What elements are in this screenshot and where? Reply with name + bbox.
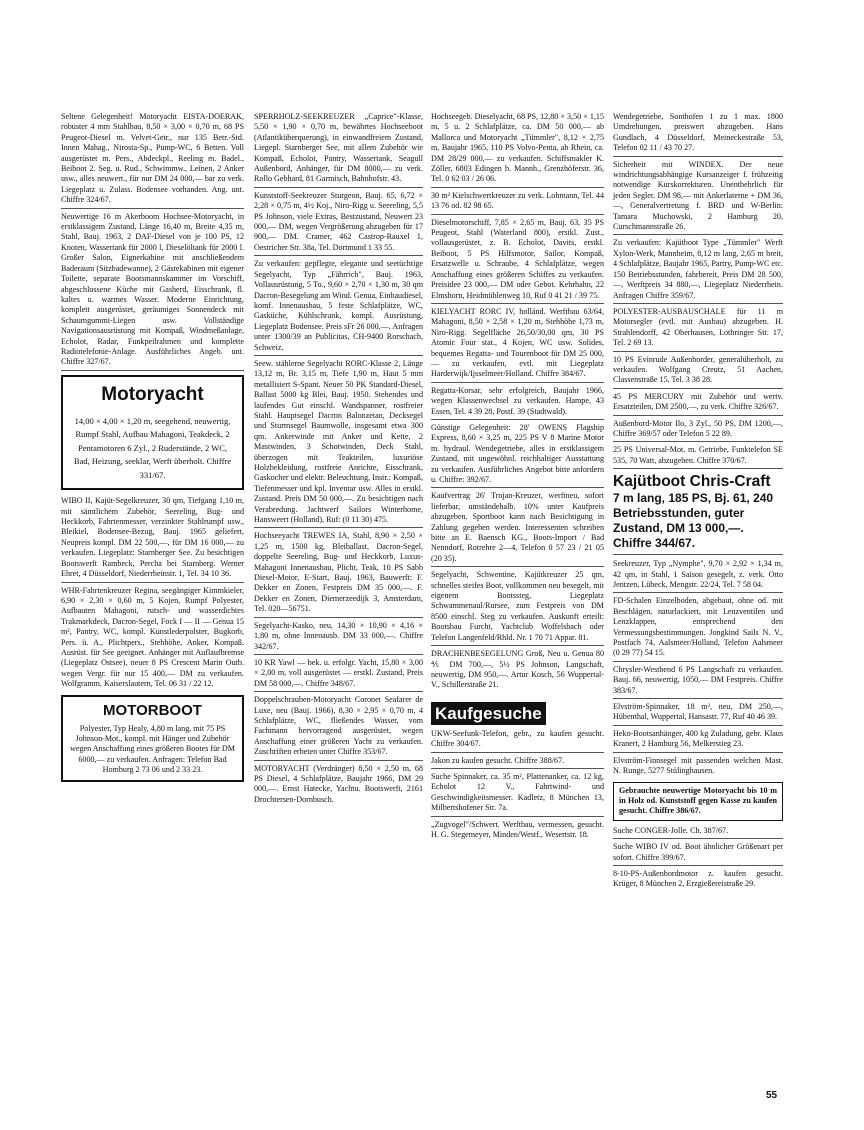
classified-ad: Günstige Gelegenheit: 28' OWENS Flagship Express, 8,60 × 3,25 m, 225 PS V 8 Marine Motor m. hydraul. Wendegetriebe, alles in erstklassigem Zustand, mit ungewöhnl. reichhaltiger Ausstattung zu verkaufen. Ausführliches Angebot bitte anfordern u. Chiffre: 392/67. [431,423,604,488]
page-number: 55 [766,1090,778,1101]
section-heading-kaufgesuche: Kaufgesuche [431,702,546,725]
boxed-ad-heading: MOTORBOOT [103,701,202,719]
classified-ad: WHR-Fahrtenkreuzer Regina, seegängiger Kimmkieler, 6,90 × 2,30 × 0,60 m, 5 Kojen, Rumpf Polyester, Aufbauten Mahagoni, rutsch- und wasserdichtes Trakmarkdeck, Dacron-Segel, Fock I — II — Genua 15 m², Pantry, WC, kompl. Kunstlederpolster, Bugkorb, Pers. ü. A., Plichtpers., Stehhöhe, Anker, Kompaß. Ausrüst. für See geeignet. Anhänger mit Auflaufbremse (Liegeplatz Ostsee), neuer 8 PS Crescent Marin Outb. wegen Vergr. für nur 15 400,— DM zu verkaufen. Wolfgramm, Kaiserslautern, Tel. 06 31 / 22 12. [61,585,244,689]
classified-ad: MOTORYACHT (Verdränger) 8,50 × 2,50 m, 68 PS Diesel, 4 Schlafplätze, Baujahr 1966, DM 29 000,—. Ernst Hatecke, Yachtu. Bootswerft, 2161 Drochtersen-Dornbusch. [254,763,423,804]
classified-ad: Suche CONGER-Jolle. Ch. 387/67. [613,826,783,839]
featured-ad-text: 7 m lang, 185 PS, Bj. 61, 240 Betriebsstunden, guter Zustand, DM 13 000,—. Chiffre 344/67. [613,491,774,551]
classified-ad: Zu verkaufen: Kajütboot Type „Tümmler" Werft Xylon-Werk, Mannheim, 8,12 m lang, 2,65 m breit, 4 Schlafplätze, Baujahr 1965, Partry, Pump-WC etc. 150 Betriebsstunden, fahrbereit, Preis DM 28 500,—, Werftpreis 34 880,—, Liegeplatz Niederrhein. Anfragen Chiffre 359/67. [613,238,783,303]
classified-ad: Kaufvertrag 26' Trojan-Kreuzer, werftneu, sofort lieferbar, umständehalb. 10% unter Kaufpreis abzugeben. Sportboot kann nach Besichtigung in Zahlung gegeben werden. Interessenten schreiben bitte an E. Baensch KG., Boots-Import / Bad Nenndorf, Rotrehre 2—4, Telefon 0 57 23 / 21 05 (20 35). [431,491,604,567]
column-4 [613,112,783,895]
classified-ad: POLYESTER-AUSBAUSCHALE für 11 m Motorsegler (evtl. mit Ausbau) abzugeben. H. Strahlendorff, 42 Oberhausen, Lothringer Str. 17, Tel. 2 69 13. [613,307,783,352]
classified-ad: Seltene Gelegenheit! Motoryacht EISTA-DOERAK, robuster 4 mm Stahlbau, 8,50 × 3,00 × 0,70 m, 68 PS Peugeot-Diesel m. Velvet-Getr., nur 135 Betr.-Std. Innen Mahag., Nirosta-Sp., Pump-WC, 6 Betten. Voll ausgerüstet m. Pers., Abdeckpl., Reeling m. Badel., Beiboot 2. Seg. u. Rud., Schwimmw., Leinen, 2 Anker usw., alles neuwert., für nur DM 24 000,— bar zu verk. Liegeplatz u. Zulass. Bodensee vorhanden. Ang. unt. Chiffre 324/67. [61,112,244,209]
boxed-ad-text: 14,00 × 4,00 × 1,20 m, seegehend, neuwertig, Rumpf Stahl, Aufbau Mahagoni, Teakdeck, 2 Pentamotoren 6 Zyl., 2 Ruderstände, 2 WC, Bad, Heizung, seeklar, Werft überholt. Chiffre 331/67. [73,415,232,480]
classified-ad: 25 PS Universal-Mot. m. Getriebe, Funktelefon SE 535, 70 Watt, abzugeben. Chiffre 370/67. [613,445,783,469]
classified-ad: Elvström-Finnsegel mit passenden welchen Mast. N. Runge, 5277 Stülinghausen. [613,755,783,776]
classified-ad: Sicherheit mit WINDEX. Der neue windrichtungsabhängige Kursanzeiger f. frühzeitig notwendige Kurskorrekturen. Unentbehrlich für jeden Segler. DM 98,— mit Ankerlaterne + DM 36,—, Generalvertretung f. BRD und W-Berlin: Tamara Muchowski, 2 Hamburg 20, Curschmannstraße 26. [613,160,783,236]
column-3 [431,112,604,845]
classified-ad: Hochseeyacht TREWES IA, Stahl, 8,90 × 2,50 × 1,25 m, 1500 kg, Bleiballast, Dacron-Segel, doppelte Seereling, Bug- und Heckkorb, Luxus-Mahagoni Innenausbau, Plicht, Teak, 10 PS Sabb Diesel-Motor, E-Start, Bauj. 1963, Bauwerft: F. Dekker en Zonen, Festpreis DM 35 000,—. F. Dekker en Zonen, Diemerzeedijk 3, Amsterdam, Tel. 020—56751. [254,531,423,617]
classified-ad: Dieselmotorschiff, 7,85 × 2,65 m, Bauj. 63, 35 PS Peugeot, Stahl (Waterland 800), erstkl. Zust., vollausgerüstet, z. B. Echolot, Davits, erstkl. Beiboot, 5 PS Hilfsmotor, Sailor, Kompaß, Ersatzwelle u. Schraube, 4 Schlafplätze, wegen Anschaffung eines größeren Schiffes zu verkaufen. Preisidee 23 000,— DM oder Gebot. Kehrhahn, 22 Elmshorn, Heidmühlenweg 10, Ruf 0 41 21 / 39 75. [431,218,604,304]
classified-ad: Jakon zu kaufen gesucht. Chiffre 388/67. [431,756,604,769]
classified-ad: Seew. stählerne Segelyacht RORC-Klasse 2, Länge 13,12 m, Br. 3,15 m, Tiefe 1,90 m, Haut 5 mm metallisiert S-Spant. Neuer 50 PK Standard-Diesel, Ballast 5000 kg Blei, Bauj. 1950. Stehendes und laufendes Gut einschl. Wandspanner, rostfreier Stahl. Hauptsegel Dacron Balonzetan, Decksegel und Sturmsegel Baumwolle, insgesamt etwa 300 qm. Ankerwinde mit Anker und Kette, 2 Mastwinden, 3 Schotwinden, Deck Stahl, überzogen mit Teakteilen, luxuriöse Holzbekleidung, rostfreie Anrichte, Eisschrank, Gaskocher und elektr. Beleuchtung, Instr.: Kompaß, Tiefenmesser und kpl. Inventar usw. Alles in erstkl. Zustand. Preis DM 50 000,—. Zu besichtigen nach Verabredung. Jachtwerf Sailors Winterhome, Hansweert (Holland), Ruf: (0 11 30) 475. [254,359,423,529]
column-1 [61,112,244,787]
classified-ad: 8-10-PS-Außenbordmotor z. kaufen gesucht. Krüger, 8 München 2, Erzgießereistraße 29. [613,868,783,889]
classified-ad: Regatta-Korsar, sehr erfolgreich, Baujahr 1966, wegen Klassenwechsel zu verkaufen. Hampe, 43 Essen, Tel. 4 39 28, Postf. 39 (Stadtwald). [431,386,604,420]
classified-ad: Außenbord-Motor Ilo, 3 Zyl., 50 PS, DM 1200,—, Chiffre 369/57 oder Telefon 5 22 89. [613,419,783,443]
classified-ad: Segelyacht-Kasko, neu, 14,30 × 10,90 × 4,16 × 1,80 m, ohne Innenausb. DM 33 000,—. Chiffre 342/67. [254,621,423,655]
featured-ad [613,472,783,555]
classified-ad: Elvström-Spinnaker, 18 m², neu, DM 250,—, Hübenthal, Wuppertal, Hansastr. 77, Ruf 40 46 39. [613,702,783,726]
classified-ad: 10 KR Yawl — bek. u. erfolgr. Yacht, 15,80 × 3,00 × 2,00 m, voll ausgerüstet — erstkl. Zustand, Preis DM 58 000,—. Chiffre 348/67. [254,658,423,692]
classified-ad: WIBO II, Kajüt-Segelkreuzer, 30 qm, Tiefgang 1,10 m, mit sämtlichem Zubehör, Seereling, Bug- und Heckkorb, Fahrtenmesser, verzinkter Stahlrumpf usw., Bleikiel, Bodensee-Bezug, Bauj. 1965 geliefert, Neupreis kompl. DM 22 500,—, für DM 16 000,— zu verkaufen. Liegeplatz: Starnberger See. Zu besichtigen Bootswerft Rambeck, Percha bei Starnberg. Werner Ehret, 4 Düsseldorf, Niederrheinstr. 1, Tel. 34 10 36. [61,496,244,582]
classified-ad: 10 PS Evinrude Außenborder, generalüberholt, zu verkaufen. Wolfgang Creutz, 51 Aachen, Classenstraße 15, Tel. 3 38 28. [613,355,783,389]
classified-ad: Hochseegeb. Dieselyacht, 68 PS, 12,80 × 3,50 × 1,15 m, 5 u. 2 Schlafplätze, ca. DM 50 000,— ab Mallorca und Motoryacht „Tümmler", 8,12 × 2,75 m, Baujahr 1965, 110 PS Volvo-Penta, ab Rhein, ca. DM 28/29 000,— zu verkaufen. Schiffsmakler K. Zöller, 6803 Edingen b. Mannh., Grenzhöferstr. 36, Tel. 0 62 03 / 26 06. [431,112,604,188]
boxed-ad-text: Polyester, Typ Healy, 4,80 m lang, mit 75 PS Johnson-Mot., kompl. mit Hänger und Zubehör wegen Anschaffung eines größeren Bootes für DM 6000,— zu verkaufen. Anfragen: Telefon Bad Homburg 2 73 06 und 2 33 23. [70,723,235,775]
classified-ad: Suche Spinnaker, ca. 35 m², Plattenanker, ca. 12 kg, Echolot 12 V., Fahrtwind- und Geschwindigkeitsmesser. Kadletz, 8 München 13, Milbertshofener Str. 7a. [431,772,604,817]
classified-ad: FD-Schalen Einzelboden, abgebaut, ohne od. mit Beschlägen, naturlackiert, mit Lenzventilen und Lenzklappen, entsprechend den Vermessungsbestimmungen. Jongkind Sails N. V., Postfach 74, Aalsmeer/Holland, Telefon Aalsmeer (0 29 77) 54 15. [613,596,783,661]
classified-ad: Zu verkaufen: gepflegte, elegante und seetüchtige Segelyacht, Typ „Fährrich", Bauj. 1963, Vollausrüstung, 5 To., 9,60 × 2,70 × 1,30 m, 30 qm Dacron-Besegelung am Wind. Genua, Einbaudiesel, komf. Innenausbau, 5 feste Schlafplätze, WC, Gasküche, Kühlschrank, kompl. Ausrüstung, Liegeplatz Bodensee. Preis sFr 26 000,—. Anfragen unter 1300/39 an Publicitas, CH-9400 Rorschach, Schweiz. [254,259,423,356]
classified-ad: Doppelschrauben-Motoryacht Coronet Seafarer de Luxe, neu (Bauj. 1966), 8,30 × 2,95 × 0,70 m, 4 Schlafplätze, WC, fließendes Wasser, vom Fachmann hervorragend ausgerüstet, wegen Anschaffung einer größeren Yacht zu verkaufen. Zuschriften erbeten unter Chiffre 353/67. [254,695,423,760]
classified-ad: Heko-Bootsanhänger, 400 kg Zuladung, gebr. Klaus Kranert, 2 Hamburg 56, Melkerstieg 23. [613,729,783,753]
classified-ad: Seekreuzer, Typ „Nymphe", 9,70 × 2,92 × 1,34 m, 42 qm, in Stahl, 1 Saison gesegelt, z. verk. Otto Jentzen, Lübeck, Mengstr. 22/24, Tel. 7 58 04. [613,559,783,593]
column-2 [254,112,423,810]
classified-ad: Chrysler-Westbend 6 PS Langschaft zu verkaufen. Bauj. 66, neuwertig, 1050,— DM Festpreis. Chiffre 383/67. [613,665,783,699]
classified-ad: DRACHENBESEGELUNG Groß, Neu u. Genua 80 ⅘ DM 700,—, 5½ PS Johnson, Langschaft, neuwertig, DM 950,—. Artur Kosch, 56 Wuppertal-V., Schillerstraße 21. [431,649,604,690]
classified-ad: Segelyacht, Schwentine, Kajütkreuzer 25 qm, schnelles steifes Boot, vollkommen neu besegelt, mit eigenem Bootssteg, Liegeplatz Schwammenaul/Rursee, zum Festpreis von DM 8500 einschl. Steg zu verkaufen. Auskunft erteilt: Bootsbau Furcht, Yachtclub Woffelsbach oder Telefon Langenfeld/Rhld. Nr. 1 70 71 Appar. 81. [431,570,604,646]
classified-ad: „Zugvogel"/Schwert. Werftbau, vermessen, gesucht. H. G. Stegemeyer, Minden/Westf., Wesertstr. 18. [431,819,604,839]
boxed-ad-heading: Motoryacht [101,383,204,405]
classified-ad: SPERRHOLZ-SEEKREUZER „Caprice"-Klasse, 5,50 × 1,90 × 0,70 m, bewährtes Hochseeboot (Atlantiküberquerung), in einwandfreiem Zustand, Liegepl. Starnberger See, mit allem Zubehör wie Kompaß, Echolot, Pantry, Wassertank, Seagull Außenbord, Anhänger, für DM 8000,— zu verk. Rollo Gebhard, 81 Garmisch, Bahnhofstr. 43. [254,112,423,188]
classified-ad: 45 PS MERCURY mit Zubehör und wertv. Ersatzteilen, DM 2500,—, zu verk. Chiffre 326/67. [613,392,783,416]
classified-ad: UKW-Seefunk-Telefon, gebr., zu kaufen gesucht. Chiffre 304/67. [431,729,604,753]
classified-ad: Wendegetriebe, Sonthofen 1 zu 1 max. 1800 Umdrehungen, preiswert abzugeben. Hans Gundlach, 4 Düsseldorf, Meineckestraße 53, Telefon 02 11 / 43 70 27. [613,112,783,157]
classified-ad: Neuwertige 16 m Akerboom Hochsee-Motoryacht, in erstklassigem Zustand, Länge 16,40 m, Breite 4,35 m, Stahl, Bauj. 1963, 2 DAF-Diesel von je 100 PS, 12 Knoten, Wassertank für 2000 l, Dieselöltank für 2000 l. Großer Salon, Eignerkabine mit anschließendem Baderaum (Sitzbadewanne), 2 Gästekabinen mit eigener Toilette, separate Bootsmannskammer im Vorschiff, abgeschlossene Küche mit Gasherd, Eisschrank, fl. kaltes u. warmes Wasser. Moderne Einrichtung, komplett ausgerüstet, geräumiges Sonnendeck mit Schaumgummi-Liegen usw. Vollständige Navigationsausrüstung mit Kompaß, Windmeßanlage, Echolot, Radar, Funkpeilrahmen und komplette Radiotelefonie-Anlage. Ausführliches Angeb. unt. Chiffre 327/67. [61,212,244,371]
featured-ad-heading: Kajütboot Chris-Craft [613,473,771,491]
classified-ad: Kunststoff-Seekreuzer Sturgeon, Bauj. 65, 6,72 × 2,28 × 0,75 m, 4½ Koj., Niro-Rigg u. Seereling, 5,5 PS Johnson, viele Extras, Bestzustand, Neuwert 23 000,— DM, wegen Vergrößerung abzugeben für 17 900,— DM. Cramer, 462 Castrop-Rauxel 1, Oestricher Str. 38a, Tel. Dortmund 1 33 55. [254,191,423,256]
classified-ad: Suche WIBO IV od. Boot ähnlicher Größenart per sofort. Chiffre 399/67. [613,842,783,866]
boxed-ad [61,695,244,782]
classified-ad: KIELYACHT RORC IV, holländ. Werftbau 63/64, Mahagoni, 8,50 × 2,58 × 1,20 m, Stehhöhe 1,73 m, Niro-Rigg. Segelfläche 26,50/30,00 qm, 30 PS Atomic Four stat., 4 Kojen, WC usw. Solides, bequemes Regatta- und Tourenboot für DM 25 000,— zu verkaufen, evtl. mit Liegeplatz Harderwijk/Ijsselmeer/Holland. Chiffre 384/67. [431,307,604,383]
boxed-ad [61,375,244,491]
boxed-wanted-ad: Gebrauchte neuwertige Motoryacht bis 10 m in Holz od. Kunststoff gegen Kasse zu kaufen gesucht. Chiffre 386/67. [613,782,783,821]
classified-ad: 30 m² Kielschwertkreuzer zu verk. Lohmann, Tel. 44 13 76 od. 82 98 65. [431,191,604,215]
